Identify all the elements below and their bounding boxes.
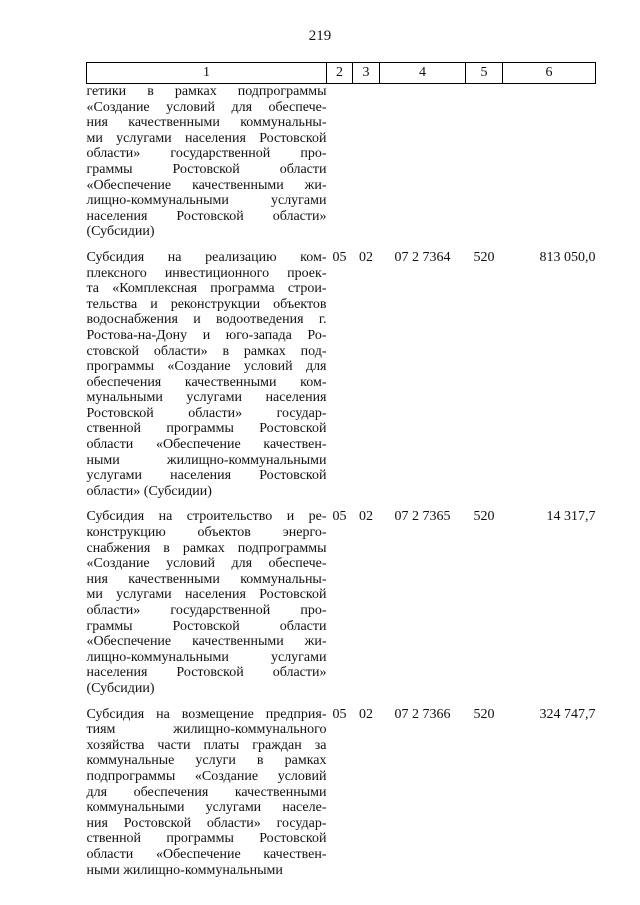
description-line: программы «Создание условий для bbox=[86, 359, 327, 375]
header-col-6: 6 bbox=[503, 63, 596, 84]
description-line: для обеспечения качественными bbox=[86, 784, 327, 800]
description-line: гетики в рамках подпрограммы bbox=[86, 84, 327, 99]
subsection-code: 02 bbox=[359, 706, 373, 722]
table-row bbox=[87, 509, 596, 696]
header-row bbox=[87, 63, 596, 84]
description-line: Субсидия на строительство и ре- bbox=[86, 509, 327, 525]
subsection-code bbox=[353, 84, 380, 240]
row-spacer bbox=[87, 499, 596, 509]
amount: 14 317,7 bbox=[546, 509, 596, 525]
table-row bbox=[87, 250, 596, 500]
description-line: населения Ростовской области» bbox=[86, 208, 327, 224]
section-code bbox=[327, 84, 353, 240]
expense-type-code: 520 bbox=[473, 249, 495, 265]
section-code: 05 bbox=[332, 249, 347, 265]
description-line: «Обеспечение качественными жи- bbox=[86, 634, 327, 650]
row-spacer bbox=[87, 697, 596, 707]
description-line: Субсидия на реализацию ком- bbox=[86, 249, 327, 265]
page-number: 219 bbox=[308, 28, 332, 44]
header-col-3: 3 bbox=[353, 63, 380, 84]
description-line: области «Обеспечение качествен- bbox=[86, 437, 327, 453]
description-line: та «Комплексная программа строи- bbox=[86, 281, 327, 297]
description-line: граммы Ростовской области bbox=[86, 161, 327, 177]
amount bbox=[503, 84, 596, 240]
description-line: ми услугами населения Ростовской bbox=[86, 587, 327, 603]
row-spacer-cell bbox=[87, 499, 596, 509]
description-line: области» государственной про- bbox=[86, 146, 327, 162]
row-spacer-cell bbox=[87, 697, 596, 707]
table-body bbox=[87, 84, 596, 879]
description-line: «Создание условий для обеспече- bbox=[86, 556, 327, 572]
description-line: лищно-коммунальными услугами bbox=[86, 193, 327, 209]
subsection-code: 02 bbox=[359, 509, 373, 525]
description-line: Ростова-на-Дону и юго-запада Ро- bbox=[86, 327, 327, 343]
description-line: ния качественными коммунальны- bbox=[86, 115, 327, 131]
expense-type-code: 520 bbox=[473, 509, 495, 525]
description-line: ными жилищно-коммунальными bbox=[86, 452, 327, 468]
description-line: ственной программы Ростовской bbox=[86, 831, 327, 847]
description-line: мунальными услугами населения bbox=[86, 390, 327, 406]
description-line: коммунальные услуги в рамках bbox=[86, 753, 327, 769]
description-line: услугами населения Ростовской bbox=[86, 468, 327, 484]
description-line: обеспечения качественными ком- bbox=[86, 374, 327, 390]
section-code: 05 bbox=[332, 509, 347, 525]
subsection-code: 02 bbox=[359, 249, 373, 265]
description-line: снабжения в рамках подпрограммы bbox=[86, 540, 327, 556]
row-spacer bbox=[87, 240, 596, 250]
target-article-code bbox=[380, 84, 466, 240]
description-line: ми услугами населения Ростовской bbox=[86, 130, 327, 146]
description-line: Ростовской области» государ- bbox=[86, 405, 327, 421]
row-description bbox=[87, 84, 327, 240]
description-line: (Субсидии) bbox=[86, 680, 155, 696]
description-line: (Субсидии) bbox=[86, 224, 155, 240]
header-col-1: 1 bbox=[87, 63, 327, 84]
header-col-5: 5 bbox=[466, 63, 503, 84]
description-line: населения Ростовской области» bbox=[86, 665, 327, 681]
description-line: области» государственной про- bbox=[86, 603, 327, 618]
expense-type-code bbox=[466, 84, 503, 240]
description-line: «Обеспечение качественными жи- bbox=[86, 177, 327, 193]
row-description bbox=[87, 250, 327, 500]
row-description bbox=[87, 707, 327, 879]
description-line: коммунальными услугами населе- bbox=[86, 800, 327, 816]
row-spacer-cell bbox=[87, 240, 596, 250]
description-line: области» (Субсидии) bbox=[86, 483, 212, 499]
description-line: «Создание условий для обеспече- bbox=[86, 99, 327, 115]
description-line: ния Ростовской области» государ- bbox=[86, 815, 327, 831]
table-row bbox=[87, 707, 596, 879]
expense-type-code: 520 bbox=[473, 706, 495, 722]
table-row bbox=[87, 84, 596, 240]
row-description bbox=[87, 509, 327, 696]
section-code: 05 bbox=[332, 706, 347, 722]
target-article-code: 07 2 7364 bbox=[394, 249, 451, 265]
amount: 813 050,0 bbox=[539, 249, 596, 265]
description-line: лищно-коммунальными услугами bbox=[86, 649, 327, 665]
description-line: конструкцию объектов энерго- bbox=[86, 525, 327, 541]
header-col-4: 4 bbox=[380, 63, 466, 84]
description-line: стовской области» в рамках под- bbox=[86, 343, 327, 359]
header-col-2: 2 bbox=[327, 63, 353, 84]
description-line: водоснабжения и водоотведения г. bbox=[86, 312, 327, 328]
target-article-code: 07 2 7366 bbox=[394, 706, 451, 722]
amount: 324 747,7 bbox=[539, 706, 596, 722]
target-article-code: 07 2 7365 bbox=[394, 509, 451, 525]
description-line: граммы Ростовской области bbox=[86, 618, 327, 634]
description-line: тиям жилищно-коммунального bbox=[86, 722, 327, 738]
description-line: хозяйства части платы граждан за bbox=[86, 737, 327, 753]
description-line: ния качественными коммунальны- bbox=[86, 571, 327, 587]
budget-table bbox=[86, 62, 596, 878]
description-line: подпрограммы «Создание условий bbox=[86, 768, 327, 784]
description-line: Субсидия на возмещение предприя- bbox=[86, 706, 327, 722]
description-line: плексного инвестиционного проек- bbox=[86, 265, 327, 281]
description-line: ными жилищно-коммунальными bbox=[86, 862, 283, 878]
description-line: тельства и реконструкции объектов bbox=[86, 296, 327, 312]
description-line: области «Обеспечение качествен- bbox=[86, 846, 327, 862]
description-line: ственной программы Ростовской bbox=[86, 421, 327, 437]
